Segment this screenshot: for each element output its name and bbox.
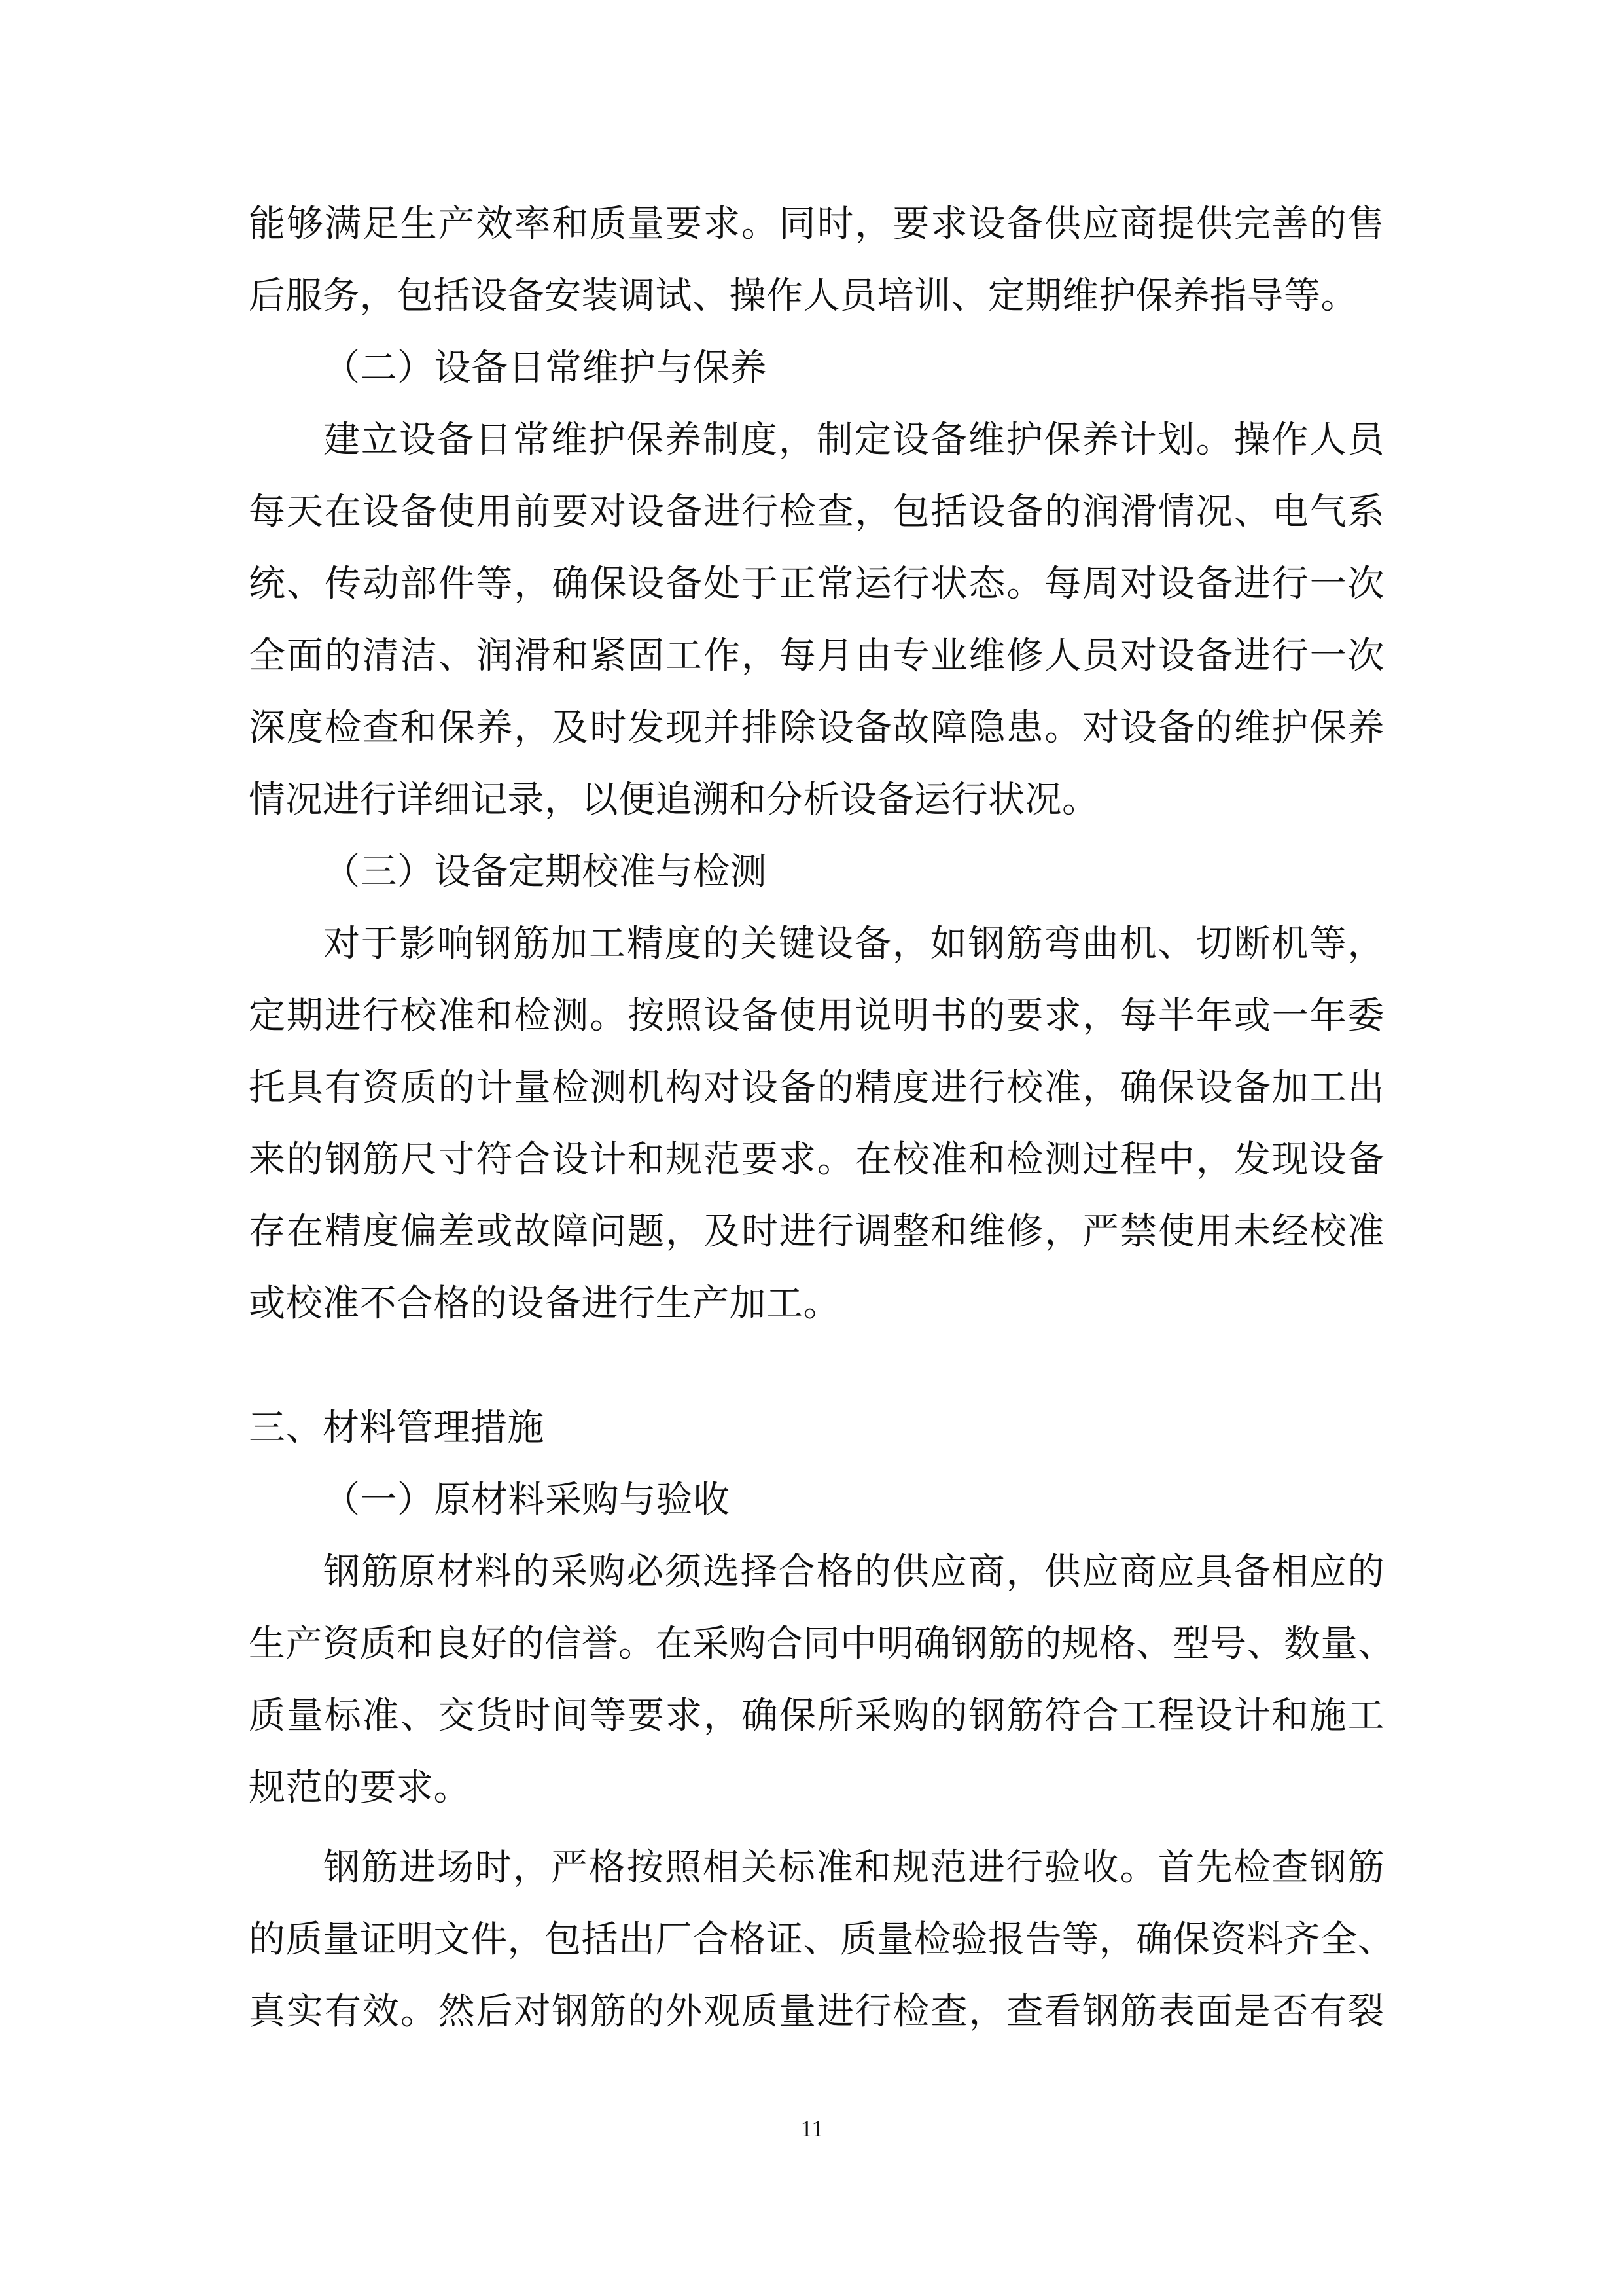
body-text-line: 钢筋进场时，严格按照相关标准和规范进行验收。首先检查钢筋: [323, 1846, 1385, 1889]
body-text-line: 全面的清洁、润滑和紧固工作，每月由专业维修人员对设备进行一次: [249, 635, 1385, 677]
body-text-line: 深度检查和保养，及时发现并排除设备故障隐患。对设备的维护保养: [249, 707, 1385, 749]
body-text-line: 或校准不合格的设备进行生产加工。: [249, 1282, 840, 1325]
body-text-line: 托具有资质的计量检测机构对设备的精度进行校准，确保设备加工出: [249, 1067, 1385, 1109]
section-subheading: （一）原材料采购与验收: [323, 1479, 730, 1521]
body-text-line: 定期进行校准和检测。按照设备使用说明书的要求，每半年或一年委: [249, 995, 1385, 1037]
section-subheading: （三）设备定期校准与检测: [323, 851, 767, 893]
body-text-line: 真实有效。然后对钢筋的外观质量进行检查，查看钢筋表面是否有裂: [249, 1990, 1385, 2033]
body-text-line: 统、传动部件等，确保设备处于正常运行状态。每周对设备进行一次: [249, 563, 1385, 605]
body-text-line: 建立设备日常维护保养制度，制定设备维护保养计划。操作人员: [323, 419, 1385, 461]
body-text-line: 规范的要求。: [249, 1767, 470, 1809]
body-text-line: 的质量证明文件，包括出厂合格证、质量检验报告等，确保资料齐全、: [249, 1918, 1395, 1961]
section-subheading: （二）设备日常维护与保养: [323, 347, 767, 389]
page-number: 11: [800, 2115, 824, 2142]
section-heading: 三、材料管理措施: [249, 1407, 544, 1449]
body-text-line: 后服务，包括设备安装调试、操作人员培训、定期维护保养指导等。: [249, 275, 1358, 317]
body-text-line: 每天在设备使用前要对设备进行检查，包括设备的润滑情况、电气系: [249, 491, 1385, 533]
body-text-line: 存在精度偏差或故障问题，及时进行调整和维修，严禁使用未经校准: [249, 1210, 1385, 1253]
body-text-line: 生产资质和良好的信誉。在采购合同中明确钢筋的规格、型号、数量、: [249, 1623, 1395, 1665]
body-text-line: 钢筋原材料的采购必须选择合格的供应商，供应商应具备相应的: [323, 1551, 1385, 1593]
body-text-line: 质量标准、交货时间等要求，确保所采购的钢筋符合工程设计和施工: [249, 1695, 1385, 1737]
body-text-line: 能够满足生产效率和质量要求。同时，要求设备供应商提供完善的售: [249, 203, 1385, 245]
body-text-line: 情况进行详细记录，以便追溯和分析设备运行状况。: [249, 779, 1099, 821]
body-text-line: 来的钢筋尺寸符合设计和规范要求。在校准和检测过程中，发现设备: [249, 1139, 1385, 1181]
body-text-line: 对于影响钢筋加工精度的关键设备，如钢筋弯曲机、切断机等，: [323, 923, 1385, 965]
